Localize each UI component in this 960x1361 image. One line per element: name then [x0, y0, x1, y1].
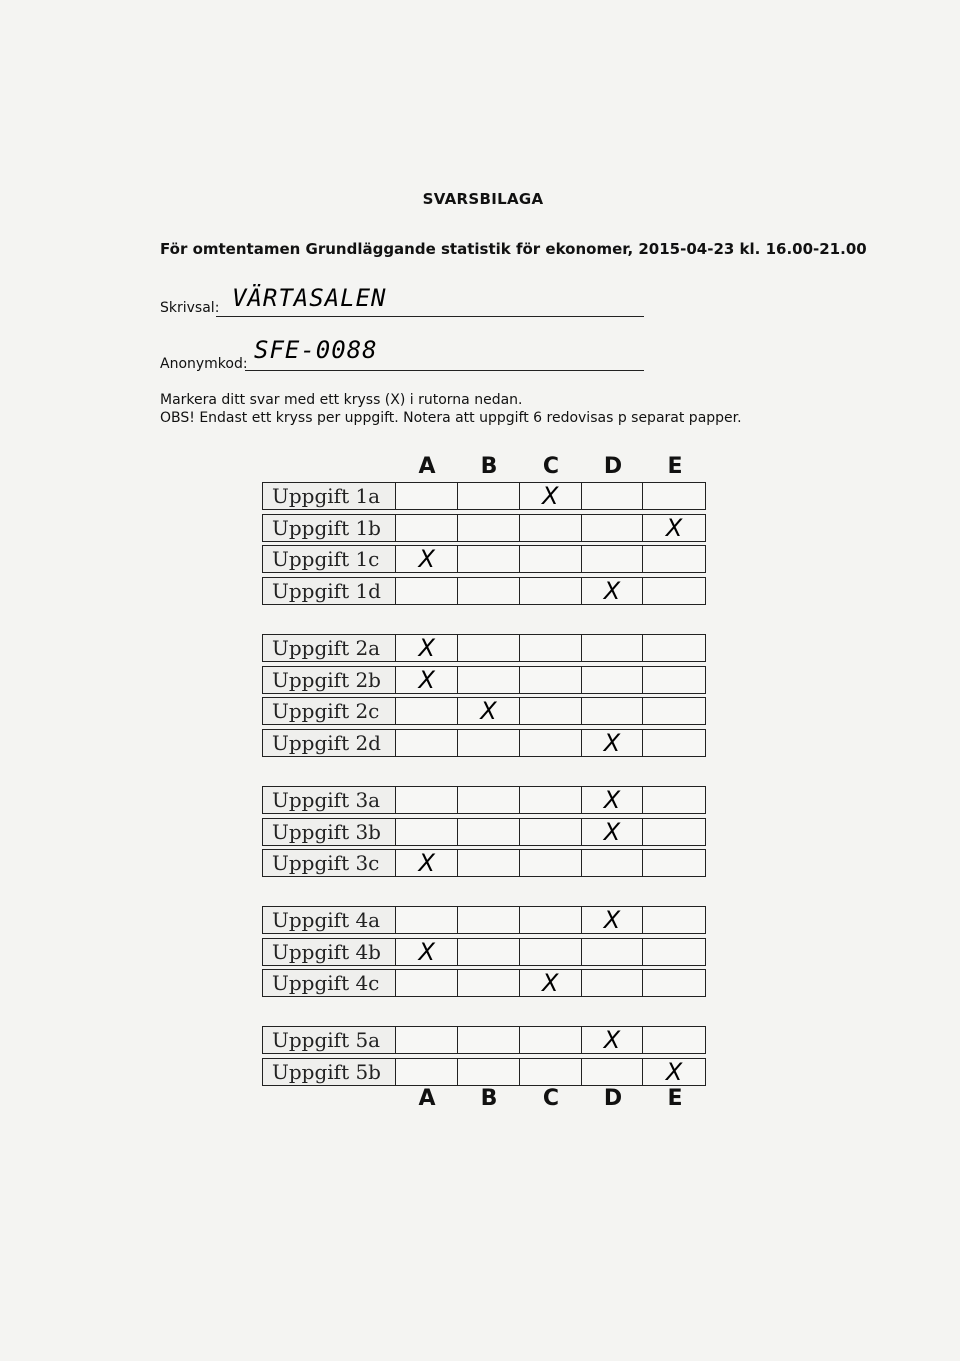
answer-group-5 — [262, 1026, 706, 1089]
answer-box-b[interactable] — [458, 698, 520, 724]
column-headers-top — [396, 454, 706, 479]
cross-mark: X — [603, 786, 621, 814]
skrivsal-label: Skrivsal: — [160, 300, 220, 316]
answer-box-d[interactable] — [582, 635, 644, 661]
answer-box-d[interactable] — [582, 819, 644, 845]
answer-box-d[interactable] — [582, 667, 644, 693]
column-header-d: D — [603, 454, 623, 479]
answer-row — [262, 938, 706, 966]
answer-box-b[interactable] — [458, 850, 520, 876]
answer-box-b[interactable] — [458, 1027, 520, 1053]
answer-box-d[interactable] — [582, 787, 644, 813]
question-label: Uppgift 1b — [263, 515, 396, 541]
cross-mark: X — [541, 969, 559, 997]
answer-box-d[interactable] — [582, 730, 644, 756]
answer-box-d[interactable] — [582, 1059, 644, 1085]
answer-box-d[interactable] — [582, 939, 644, 965]
answer-box-c[interactable] — [520, 667, 582, 693]
answer-row — [262, 545, 706, 573]
cross-mark: X — [541, 482, 559, 510]
answer-row — [262, 729, 706, 757]
answer-box-e[interactable] — [643, 1027, 705, 1053]
instruction-line-1: Markera ditt svar med ett kryss (X) i rutorna nedan. — [160, 392, 523, 408]
answer-row — [262, 849, 706, 877]
column-headers-bottom — [396, 1086, 706, 1111]
cross-mark: X — [418, 849, 435, 877]
question-label: Uppgift 3c — [263, 850, 396, 876]
answer-row — [262, 482, 706, 510]
answer-box-d[interactable] — [582, 850, 644, 876]
answer-box-a[interactable] — [396, 850, 458, 876]
answer-box-c[interactable] — [520, 515, 582, 541]
answer-box-b[interactable] — [458, 1059, 520, 1085]
answer-row — [262, 1026, 706, 1054]
answer-box-e[interactable] — [643, 515, 705, 541]
answer-box-b[interactable] — [458, 939, 520, 965]
answer-group-4 — [262, 906, 706, 1001]
answer-row — [262, 577, 706, 605]
column-header-d: D — [603, 1086, 623, 1111]
answer-box-c[interactable] — [520, 698, 582, 724]
answer-box-d[interactable] — [582, 970, 644, 996]
cross-mark: X — [665, 1057, 683, 1086]
question-label: Uppgift 1a — [263, 483, 396, 509]
answer-box-c[interactable] — [520, 970, 582, 996]
answer-box-c[interactable] — [520, 907, 582, 933]
column-header-e: E — [667, 1086, 683, 1111]
answer-box-b[interactable] — [458, 546, 520, 572]
exam-subtitle: För omtentamen Grundläggande statistik för ekonomer, 2015-04-23 kl. 16.00-21.00 — [160, 240, 867, 258]
instruction-line-2: OBS! Endast ett kryss per uppgift. Notera att uppgift 6 redovisas p separat papper. — [160, 410, 742, 426]
answer-box-a[interactable] — [396, 578, 458, 604]
column-header-a: A — [418, 1086, 436, 1111]
question-label: Uppgift 5a — [263, 1027, 396, 1053]
answer-box-a[interactable] — [396, 787, 458, 813]
answer-box-c[interactable] — [520, 850, 582, 876]
question-label: Uppgift 2a — [263, 635, 396, 661]
column-header-a: A — [418, 454, 436, 479]
answer-box-e[interactable] — [643, 635, 705, 661]
answer-box-e[interactable] — [643, 787, 705, 813]
cross-mark: X — [418, 665, 435, 694]
answer-box-a[interactable] — [396, 698, 458, 724]
answer-box-b[interactable] — [458, 819, 520, 845]
answer-row — [262, 818, 706, 846]
answer-box-d[interactable] — [582, 483, 644, 509]
cross-mark: X — [418, 545, 435, 573]
answer-row — [262, 786, 706, 814]
column-header-b: B — [480, 454, 498, 479]
answer-box-a[interactable] — [396, 546, 458, 572]
answer-row — [262, 634, 706, 662]
answer-box-e[interactable] — [643, 546, 705, 572]
answer-box-b[interactable] — [458, 730, 520, 756]
cross-mark: X — [665, 513, 683, 542]
column-header-c: C — [542, 1086, 560, 1111]
answer-box-e[interactable] — [643, 907, 705, 933]
answer-row — [262, 1058, 706, 1086]
answer-box-b[interactable] — [458, 907, 520, 933]
answer-box-e[interactable] — [643, 483, 705, 509]
answer-box-e[interactable] — [643, 578, 705, 604]
question-label: Uppgift 3a — [263, 787, 396, 813]
question-label: Uppgift 4c — [263, 970, 396, 996]
skrivsal-value[interactable]: VÄRTASALEN — [232, 284, 387, 312]
answer-box-b[interactable] — [458, 667, 520, 693]
answer-box-c[interactable] — [520, 578, 582, 604]
cross-mark: X — [603, 576, 621, 605]
column-header-c: C — [542, 454, 560, 479]
cross-mark: X — [603, 728, 621, 757]
answer-box-b[interactable] — [458, 515, 520, 541]
answer-box-d[interactable] — [582, 1027, 644, 1053]
answer-box-b[interactable] — [458, 483, 520, 509]
answer-box-d[interactable] — [582, 546, 644, 572]
answer-box-d[interactable] — [582, 515, 644, 541]
answer-box-a[interactable] — [396, 515, 458, 541]
answer-box-a[interactable] — [396, 1059, 458, 1085]
question-label: Uppgift 5b — [263, 1059, 396, 1085]
answer-box-e[interactable] — [643, 970, 705, 996]
answer-box-b[interactable] — [458, 787, 520, 813]
answer-box-c[interactable] — [520, 546, 582, 572]
answer-group-3 — [262, 786, 706, 881]
answer-box-a[interactable] — [396, 730, 458, 756]
answer-box-c[interactable] — [520, 730, 582, 756]
question-label: Uppgift 1d — [263, 578, 396, 604]
skrivsal-line — [216, 316, 644, 317]
page-title: SVARSBILAGA — [422, 190, 544, 208]
cross-mark: X — [603, 1026, 621, 1054]
anonymkod-label: Anonymkod: — [160, 356, 248, 372]
answer-box-a[interactable] — [396, 483, 458, 509]
answer-row — [262, 697, 706, 725]
answer-box-a[interactable] — [396, 819, 458, 845]
answer-box-c[interactable] — [520, 1027, 582, 1053]
answer-row — [262, 514, 706, 542]
answer-box-b[interactable] — [458, 635, 520, 661]
column-header-b: B — [480, 1086, 498, 1111]
question-label: Uppgift 3b — [263, 819, 396, 845]
answer-box-a[interactable] — [396, 939, 458, 965]
answer-group-1 — [262, 482, 706, 608]
answer-box-b[interactable] — [458, 578, 520, 604]
cross-mark: X — [418, 937, 435, 966]
answer-box-a[interactable] — [396, 907, 458, 933]
question-label: Uppgift 4a — [263, 907, 396, 933]
cross-mark: X — [603, 817, 621, 846]
answer-box-b[interactable] — [458, 970, 520, 996]
answer-row — [262, 906, 706, 934]
answer-box-d[interactable] — [582, 907, 644, 933]
question-label: Uppgift 2c — [263, 698, 396, 724]
cross-mark: X — [603, 906, 621, 934]
answer-box-a[interactable] — [396, 970, 458, 996]
answer-box-c[interactable] — [520, 819, 582, 845]
answer-box-c[interactable] — [520, 787, 582, 813]
answer-row — [262, 666, 706, 694]
answer-box-c[interactable] — [520, 483, 582, 509]
answer-box-a[interactable] — [396, 635, 458, 661]
answer-box-e[interactable] — [643, 698, 705, 724]
answer-box-c[interactable] — [520, 1059, 582, 1085]
cross-mark: X — [480, 697, 497, 725]
answer-group-2 — [262, 634, 706, 760]
answer-box-c[interactable] — [520, 635, 582, 661]
answer-box-d[interactable] — [582, 698, 644, 724]
cross-mark: X — [418, 634, 435, 662]
answer-box-d[interactable] — [582, 578, 644, 604]
question-label: Uppgift 2b — [263, 667, 396, 693]
answer-box-a[interactable] — [396, 667, 458, 693]
question-label: Uppgift 2d — [263, 730, 396, 756]
answer-box-e[interactable] — [643, 1059, 705, 1085]
answer-box-e[interactable] — [643, 939, 705, 965]
answer-box-c[interactable] — [520, 939, 582, 965]
answer-box-e[interactable] — [643, 667, 705, 693]
answer-box-e[interactable] — [643, 730, 705, 756]
answer-box-e[interactable] — [643, 850, 705, 876]
anonymkod-line — [245, 370, 644, 371]
answer-box-e[interactable] — [643, 819, 705, 845]
answer-box-a[interactable] — [396, 1027, 458, 1053]
anonymkod-value[interactable]: SFE-0088 — [254, 336, 378, 364]
question-label: Uppgift 1c — [263, 546, 396, 572]
answer-row — [262, 969, 706, 997]
column-header-e: E — [667, 454, 683, 479]
question-label: Uppgift 4b — [263, 939, 396, 965]
